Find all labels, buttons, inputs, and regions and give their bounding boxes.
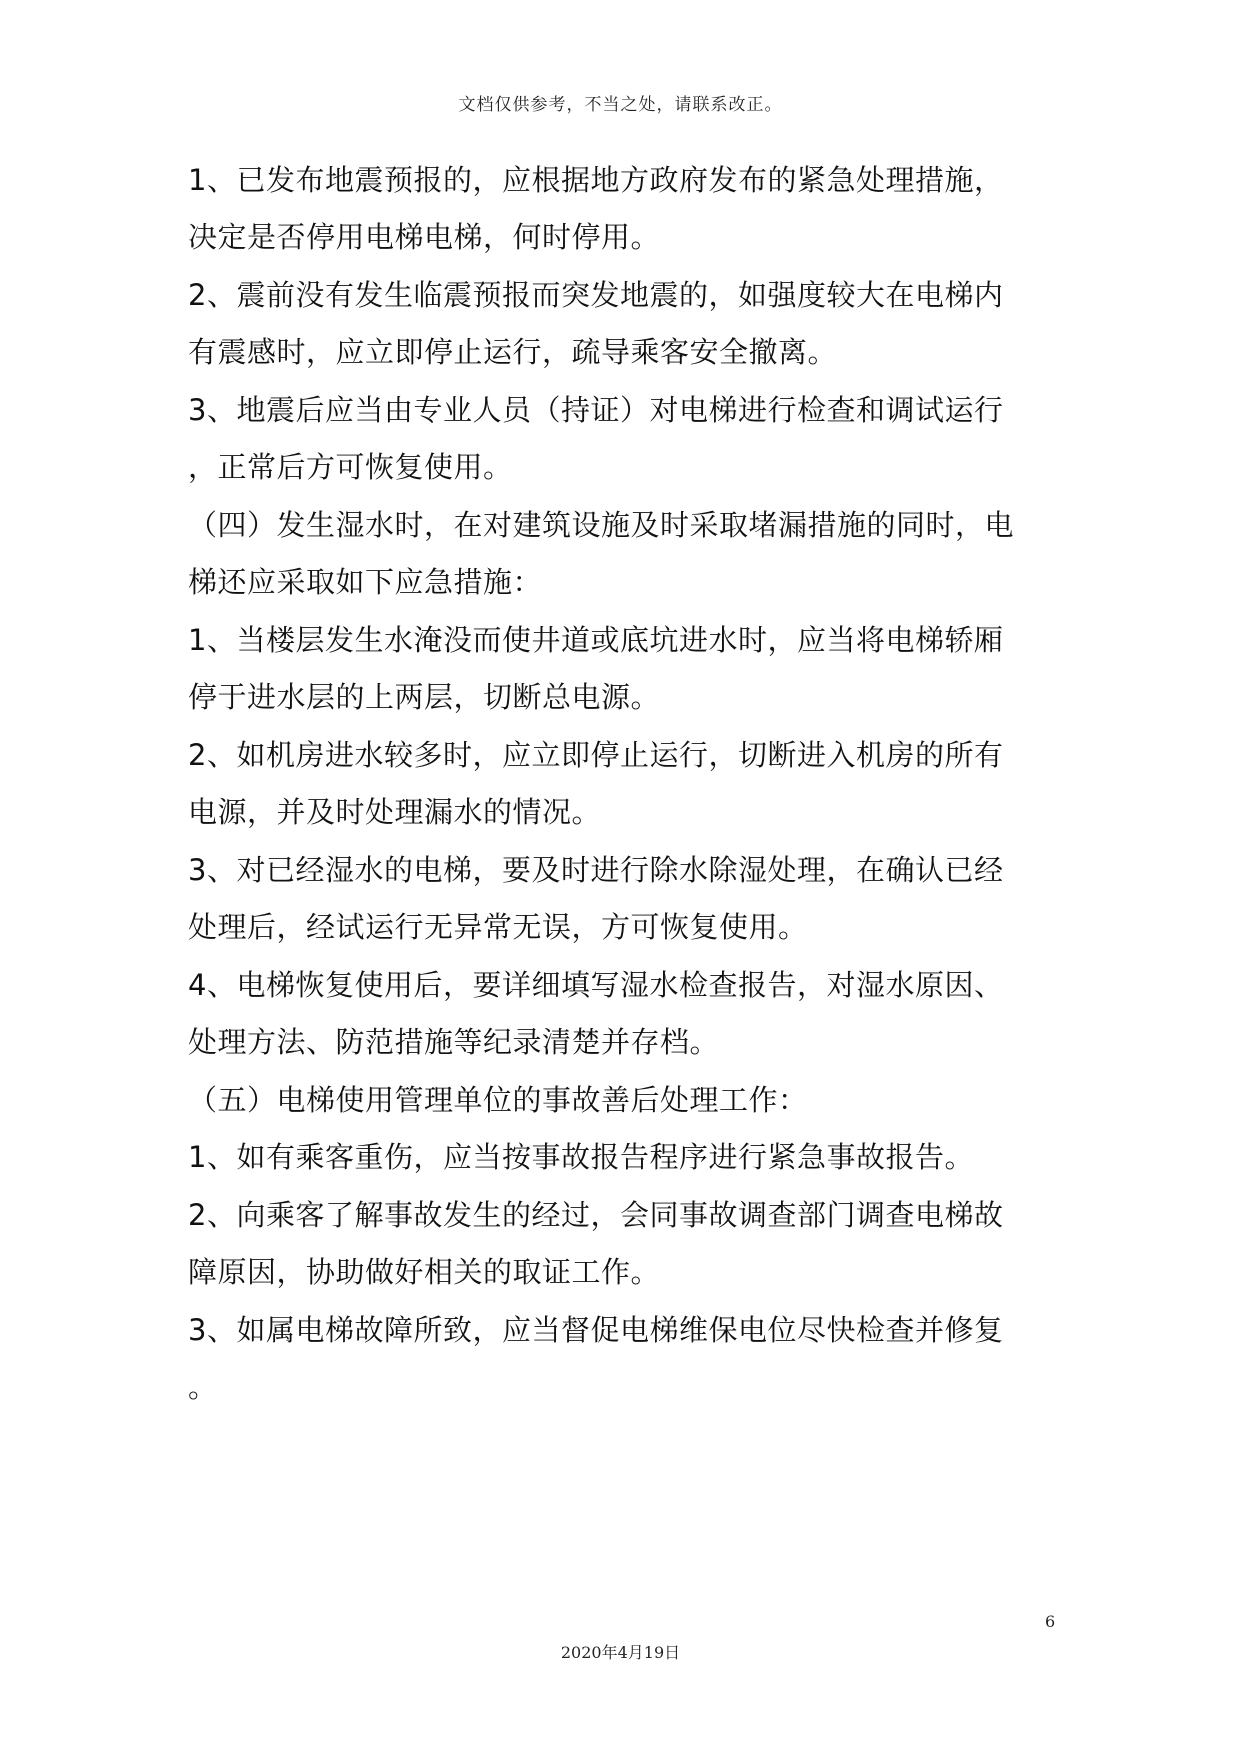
body-line: 决定是否停用电梯电梯，何时停用。: [188, 220, 661, 254]
body-line: 3、如属电梯故障所致，应当督促电梯维保电位尽快检查并修复: [188, 1313, 1004, 1347]
body-line: 电源，并及时处理漏水的情况。: [188, 795, 602, 829]
body-line: 1、当楼层发生水淹没而使井道或底坑进水时，应当将电梯轿厢: [188, 623, 1004, 657]
body-line: 。: [188, 1370, 218, 1404]
body-line: 4、电梯恢复使用后，要详细填写湿水检查报告，对湿水原因、: [188, 968, 1004, 1002]
body-line: 处理方法、防范措施等纪录清楚并存档。: [188, 1025, 720, 1059]
body-line: 1、已发布地震预报的，应根据地方政府发布的紧急处理措施，: [188, 163, 1004, 197]
body-line: （五）电梯使用管理单位的事故善后处理工作：: [188, 1083, 808, 1117]
footer-date: 2020年4月19日: [560, 1643, 681, 1662]
body-line: 3、对已经湿水的电梯，要及时进行除水除湿处理，在确认已经: [188, 853, 1004, 887]
body-line: 1、如有乘客重伤，应当按事故报告程序进行紧急事故报告。: [188, 1140, 974, 1174]
header-disclaimer: 文档仅供参考，不当之处，请联系改正。: [458, 95, 783, 115]
body-line: （四）发生湿水时，在对建筑设施及时采取堵漏措施的同时，电: [188, 508, 1015, 542]
body-line: 2、向乘客了解事故发生的经过，会同事故调查部门调查电梯故: [188, 1198, 1004, 1232]
body-line: 3、地震后应当由专业人员（持证）对电梯进行检查和调试运行: [188, 393, 1004, 427]
page-number: 6: [1045, 1612, 1056, 1631]
body-line: 障原因，协助做好相关的取证工作。: [188, 1255, 661, 1289]
body-line: 2、震前没有发生临震预报而突发地震的，如强度较大在电梯内: [188, 278, 1004, 312]
body-line: 梯还应采取如下应急措施：: [188, 565, 543, 599]
body-line: ，正常后方可恢复使用。: [188, 450, 513, 484]
body-line: 有震感时，应立即停止运行，疏导乘客安全撤离。: [188, 335, 838, 369]
body-line: 2、如机房进水较多时，应立即停止运行，切断进入机房的所有: [188, 738, 1004, 772]
body-line: 停于进水层的上两层，切断总电源。: [188, 680, 661, 714]
body-line: 处理后，经试运行无异常无误，方可恢复使用。: [188, 910, 808, 944]
